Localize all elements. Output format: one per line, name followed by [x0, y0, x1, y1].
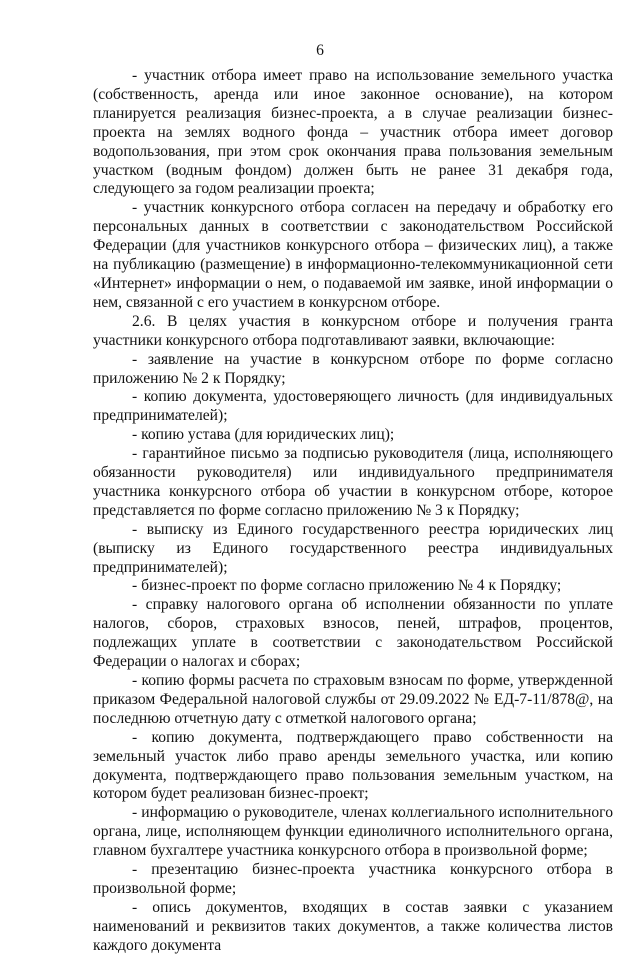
- list-item-tax-certificate: - справку налогового органа об исполнении обязанности по уплате налогов, сборов, страховых взносов, пеней, штрафов, процентов, подлежащих уплате в соответствии с законодательством Российской Федерации о налогах и сборах;: [93, 596, 613, 671]
- document-body: [93, 67, 613, 956]
- paragraph-personal-data-consent: - участник конкурсного отбора согласен на передачу и обработку его персональных данных в соответствии с законодательством Российской Федерации (для участников конкурсного отбора – физических лиц), а также на публикацию (размещение) в информационно-телекоммуникационной сети «Интернет» информации о нем, о подаваемой им заявке, иной информации о нем, связанной с его участием в конкурсном отборе.: [93, 199, 613, 311]
- list-item-presentation: - презентацию бизнес-проекта участника конкурсного отбора в произвольной форме;: [93, 861, 613, 897]
- list-item-identity-document: - копию документа, удостоверяющего личность (для индивидуальных предпринимателей);: [93, 388, 613, 425]
- list-item-registry-extract: - выписку из Единого государственного реестра юридических лиц (выписку из Единого государственного реестра индивидуальных предпринимателей);: [93, 520, 613, 576]
- page-number: 6: [316, 42, 324, 59]
- list-item-document-inventory: - опись документов, входящих в состав заявки с указанием наименований и реквизитов таких документов, а также количества листов каждого документа: [93, 898, 613, 954]
- list-item-insurance-calculation: - копию формы расчета по страховым взносам по форме, утвержденной приказом Федеральной налоговой службы от 29.09.2022 № ЕД-7-11/878@, на последнюю отчетную дату с отметкой налогового органа;: [93, 672, 613, 727]
- list-item-management-info: - информацию о руководителе, членах коллегиального исполнительного органа, лице, исполняющем функции единоличного исполнительного органа, главном бухгалтере участника конкурсного отбора в произвольной форме;: [93, 804, 613, 860]
- list-item-application: - заявление на участие в конкурсном отборе по форме согласно приложению № 2 к Порядку;: [93, 350, 613, 387]
- list-item-land-ownership-document: - копию документа, подтверждающего право собственности на земельный участок либо право аренды земельного участка, или копию документа, подтверждающего право пользования земельным участком, на котором будет реализован бизнес-проект;: [93, 728, 613, 803]
- list-item-business-project: - бизнес-проект по форме согласно приложению № 4 к Порядку;: [132, 577, 562, 595]
- list-item-charter-copy: - копию устава (для юридических лиц);: [132, 426, 395, 444]
- paragraph-land-use-right: - участник отбора имеет право на использование земельного участка (собственность, аренда или иное законное основание), на котором планируется реализация бизнес-проекта, а в случае реализации бизнес-проекта на землях водного фонда – участник отбора имеет договор водопользования, при этом срок окончания права пользования земельным участком (водным фондом) должен быть не ранее 31 декабря года, следующего за годом реализации проекта;: [93, 67, 613, 198]
- paragraph-section-2-6: 2.6. В целях участия в конкурсном отборе и получения гранта участники конкурсного отбора подготавливают заявки, включающие:: [93, 312, 613, 349]
- list-item-guarantee-letter: - гарантийное письмо за подписью руководителя (лица, исполняющего обязанности руководителя) или индивидуального предпринимателя участника конкурсного отбора об участии в конкурсном отборе, которое представляется по форме согласно приложению № 3 к Порядку;: [93, 445, 613, 519]
